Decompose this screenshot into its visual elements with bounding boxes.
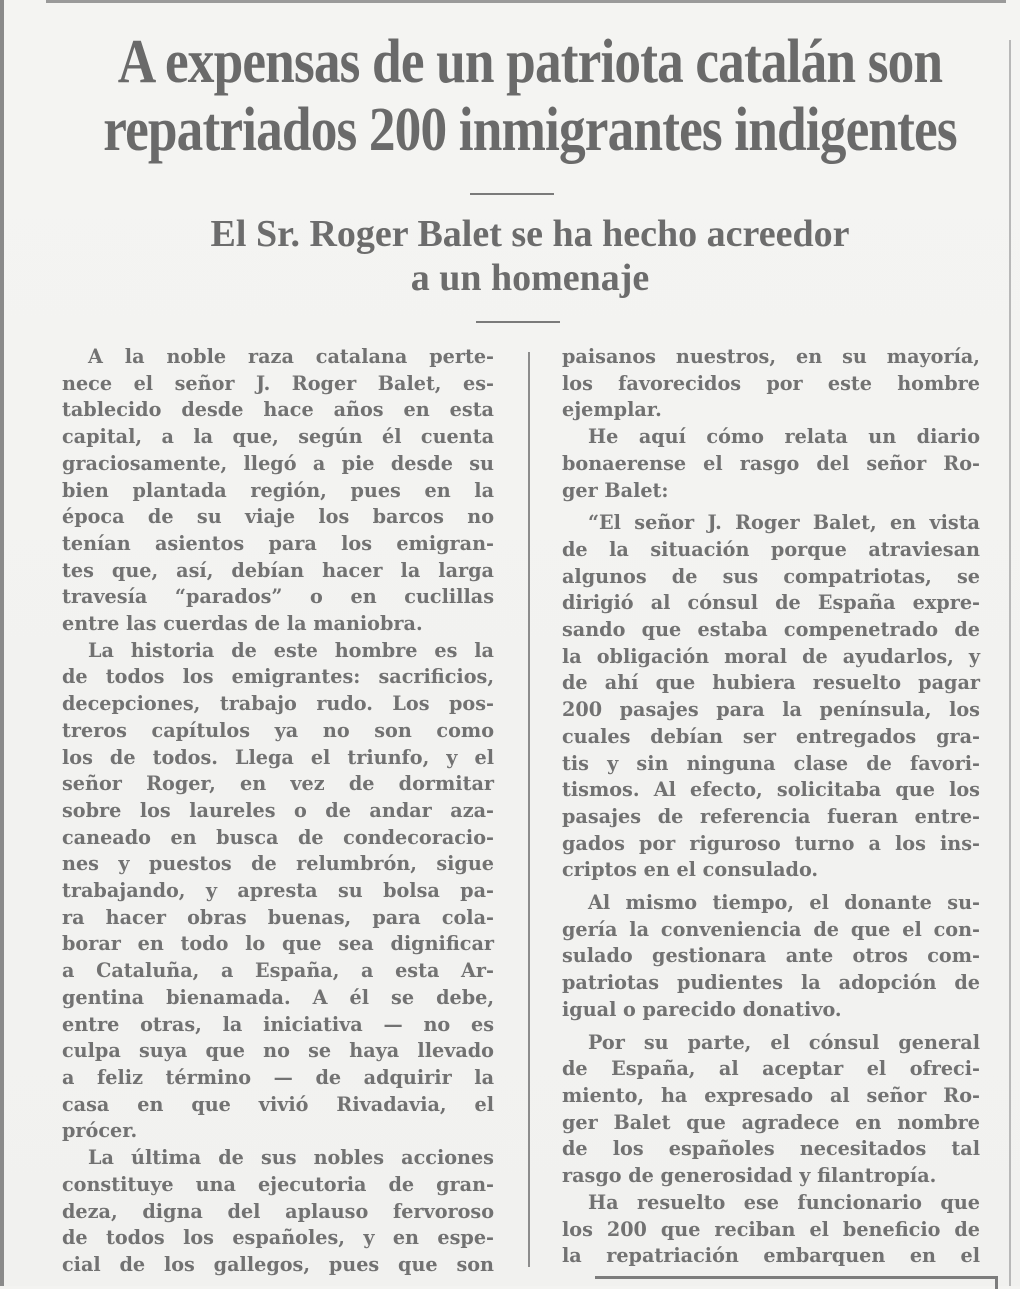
text-line: tismos. Al efecto, solicitaba que los xyxy=(562,778,980,802)
next-article-frame xyxy=(595,1276,998,1289)
text-line: decepciones, trabajo rudo. Los pos- xyxy=(62,692,494,716)
text-line: Al mismo tiempo, el donante su- xyxy=(588,891,980,915)
text-line: a Cataluña, a España, a esta Ar- xyxy=(62,959,494,983)
text-line: Por su parte, el cónsul general xyxy=(588,1030,980,1054)
text-line: de todos los españoles, y en espe- xyxy=(62,1226,494,1250)
text-line: casa en que vivió Rivadavia, el xyxy=(62,1092,494,1116)
text-line: 200 pasajes para la península, los xyxy=(562,698,980,722)
text-line: bien plantada región, pues en la xyxy=(62,478,494,502)
text-line: sulado gestionara ante otros com- xyxy=(562,944,980,968)
text-line: bonaerense el rasgo del señor Ro- xyxy=(562,451,980,475)
text-line: culpa suya que no se haya llevado xyxy=(62,1039,494,1063)
headline-line-1: A expensas de un patriota catalán son xyxy=(117,28,943,96)
subhead-divider xyxy=(476,321,560,323)
text-line: He aquí cómo relata un diario xyxy=(588,425,980,449)
text-line: entre otras, la iniciativa — no es xyxy=(62,1012,494,1036)
subheadline-line-1: El Sr. Roger Balet se ha hecho acreedor xyxy=(210,213,850,255)
text-line: patriotas pudientes la adopción de xyxy=(562,971,980,995)
text-line: gentina bienamada. A él se debe, xyxy=(62,985,494,1009)
page-left-edge xyxy=(0,0,4,1286)
text-line: deza, digna del aplauso fervoroso xyxy=(62,1199,494,1223)
text-line: entre las cuerdas de la maniobra. xyxy=(62,612,423,636)
text-line: ejemplar. xyxy=(562,398,662,422)
text-line: ger Balet que agradece en nombre xyxy=(562,1110,980,1134)
text-line: la obligación moral de ayudarlos, y xyxy=(562,644,980,668)
text-line: borar en todo lo que sea dignificar xyxy=(62,932,494,956)
subheadline-line-2: a un homenaje xyxy=(410,257,650,299)
text-line: algunos de sus compatriotas, se xyxy=(562,564,980,588)
text-line: ger Balet: xyxy=(562,478,669,502)
text-line: sobre los laureles o de andar aza- xyxy=(62,798,494,822)
body-column-right xyxy=(562,344,980,1270)
text-line: tes que, así, debían hacer la larga xyxy=(62,558,494,582)
text-line: los de todos. Llega el triunfo, y el xyxy=(62,745,494,769)
text-line: miento, ha expresado al señor Ro- xyxy=(562,1083,980,1107)
text-line: tenían asientos para los emigran- xyxy=(62,531,494,555)
column-divider xyxy=(528,352,530,1267)
text-line: capital, a la que, según él cuenta xyxy=(62,425,494,449)
text-line: época de su viaje los barcos no xyxy=(62,505,494,529)
text-line: trabajando, y apresta su bolsa pa- xyxy=(62,879,494,903)
text-line: gados por riguroso turno a los ins- xyxy=(562,831,980,855)
text-line: ra hacer obras buenas, para cola- xyxy=(62,905,494,929)
text-line: tablecido desde hace años en esta xyxy=(62,398,494,422)
headline-line-2: repatriados 200 inmigrantes indigentes xyxy=(103,96,957,164)
text-line: los 200 que reciban el beneficio de xyxy=(562,1217,980,1241)
text-line: Ha resuelto ese funcionario que xyxy=(588,1190,980,1214)
text-line: de ahí que hubiera resuelto pagar xyxy=(562,671,980,695)
subheadline xyxy=(60,212,1000,300)
text-line: “El señor J. Roger Balet, en vista xyxy=(588,511,980,535)
text-line: a feliz término — de adquirir la xyxy=(62,1065,494,1089)
text-line: A la noble raza catalana perte- xyxy=(88,345,494,368)
text-line: señor Roger, en vez de dormitar xyxy=(62,772,494,796)
text-line: paisanos nuestros, en su mayoría, xyxy=(562,345,980,368)
text-line: constituye una ejecutoria de gran- xyxy=(62,1172,494,1196)
text-line: dirigió al cónsul de España expre- xyxy=(562,591,980,615)
text-line: pasajes de referencia fueran entre- xyxy=(562,804,980,828)
text-line: La historia de este hombre es la xyxy=(88,638,494,662)
text-line: nes y puestos de relumbrón, sigue xyxy=(62,852,494,876)
text-line: gería la conveniencia de que el con- xyxy=(562,917,980,941)
headline-divider xyxy=(470,193,554,195)
text-line: de la situación porque atraviesan xyxy=(562,537,980,561)
text-line: caneado en busca de condecoracio- xyxy=(62,825,494,849)
text-line: la repatriación embarquen en el xyxy=(562,1244,980,1268)
text-line: de España, al aceptar el ofreci- xyxy=(562,1057,980,1081)
text-line: criptos en el consulado. xyxy=(562,858,819,882)
text-line: cuales debían ser entregados gra- xyxy=(562,724,980,748)
text-line: de los españoles necesitados tal xyxy=(562,1137,980,1161)
text-line: travesía “parados” o en cuclillas xyxy=(62,585,494,609)
text-line: igual o parecido donativo. xyxy=(562,997,842,1021)
text-line: rasgo de generosidad y filantropía. xyxy=(562,1164,937,1188)
text-line: de todos los emigrantes: sacrificios, xyxy=(62,665,494,689)
text-line: sando que estaba compenetrado de xyxy=(562,618,980,642)
text-line: nece el señor J. Roger Balet, es- xyxy=(62,371,494,395)
headline xyxy=(30,28,1020,164)
top-rule xyxy=(46,0,1006,3)
page-right-edge xyxy=(1009,40,1011,1286)
text-line: treros capítulos ya no son como xyxy=(62,718,494,742)
text-line: tis y sin ninguna clase de favori- xyxy=(562,751,980,775)
text-line: cial de los gallegos, pues que son xyxy=(62,1252,494,1276)
text-line: prócer. xyxy=(62,1119,138,1143)
text-line: La última de sus nobles acciones xyxy=(88,1146,494,1170)
text-line: los favorecidos por este hombre xyxy=(562,371,980,395)
body-column-left xyxy=(62,344,494,1279)
text-line: graciosamente, llegó a pie desde su xyxy=(62,451,494,475)
